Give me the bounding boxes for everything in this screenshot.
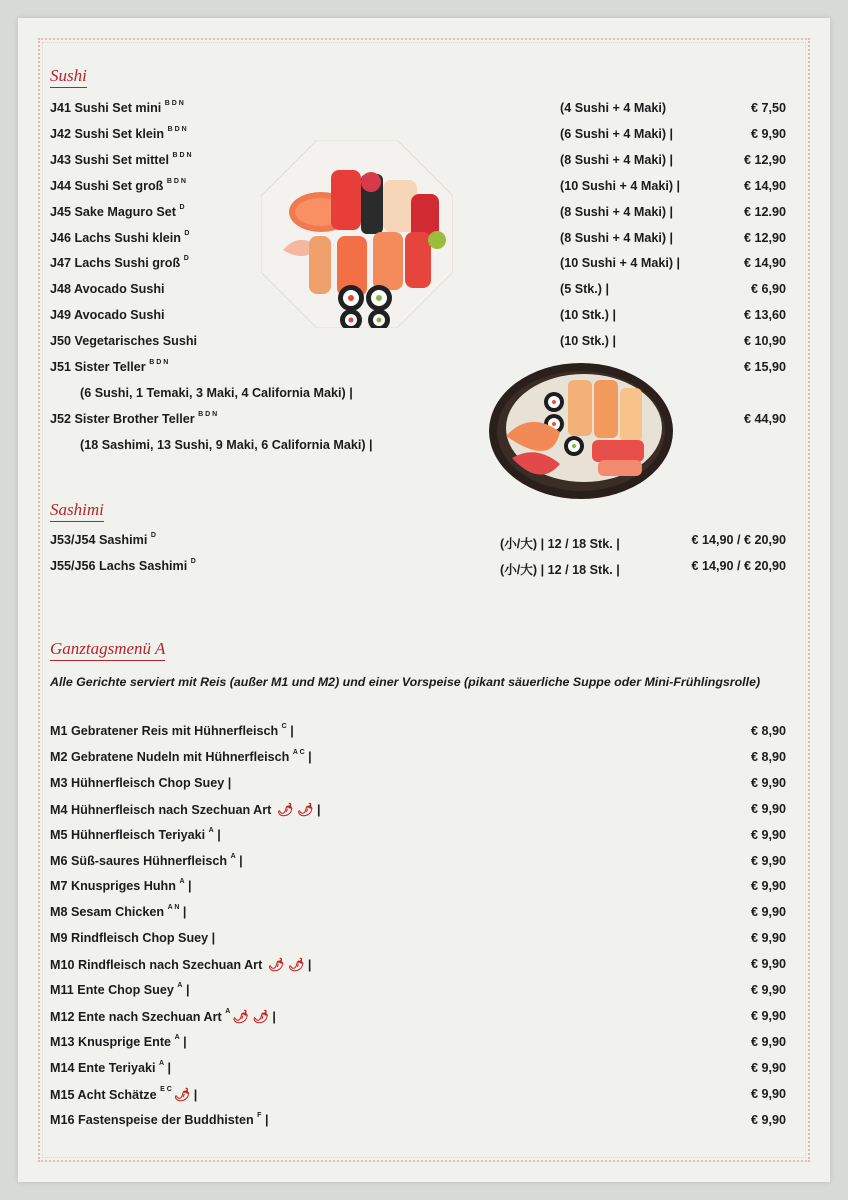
item-price: € 13,60	[743, 308, 786, 323]
allergen-codes: D	[190, 557, 196, 565]
item-name: M14 Ente Teriyaki $^A$ |	[50, 1059, 172, 1075]
item-separator: |	[183, 1034, 187, 1049]
allergen-codes: A	[177, 982, 183, 989]
menu-item	[50, 256, 830, 276]
menu-item	[50, 282, 830, 302]
menu-item	[50, 1087, 830, 1107]
menu-intro-text: Alle Gerichte serviert mit Reis (außer M1 und M2) und einer Vorspeise (pikant säuerliche Suppe oder Mini-Frühlingsrolle)	[50, 675, 761, 689]
menu-item	[50, 205, 830, 225]
menu-item	[50, 1009, 830, 1029]
allergen-codes: D	[183, 255, 189, 263]
allergen-codes: C	[281, 723, 287, 730]
item-price: € 9,90	[750, 1112, 786, 1127]
item-quantity: (10 Stk.) |	[560, 308, 617, 323]
item-separator: |	[227, 775, 232, 790]
allergen-codes: A	[225, 1007, 231, 1015]
item-price: € 8,90	[750, 724, 786, 738]
item-quantity: (8 Sushi + 4 Maki) |	[560, 230, 674, 245]
item-price: € 8,90	[750, 749, 786, 764]
item-quantity: (10 Sushi + 4 Maki) |	[560, 178, 681, 193]
allergen-codes: D	[184, 229, 190, 237]
menu-item	[50, 360, 830, 380]
item-separator: |	[167, 1060, 172, 1075]
allergen-codes: A N	[167, 904, 180, 912]
item-price: € 9,90	[750, 1008, 786, 1023]
menu-item	[50, 127, 830, 147]
menu-item	[50, 308, 830, 328]
item-name: M6 Süß-saures Hühnerfleisch $^A$ |	[50, 852, 243, 868]
menu-item	[50, 101, 830, 121]
item-price: € 44,90	[743, 411, 786, 426]
menu-item	[50, 957, 830, 977]
allergen-codes: E C	[160, 1085, 172, 1093]
allergen-codes: B D N	[198, 410, 218, 418]
item-price: € 12,90	[743, 230, 786, 245]
item-price: € 14,90 / € 20,90	[691, 533, 786, 547]
item-name: M12 Ente nach Szechuan Art $^A$ 🌶 🌶 |	[50, 1007, 276, 1024]
menu-item	[50, 905, 830, 925]
menu-item	[50, 231, 830, 251]
item-name: M7 Knuspriges Huhn $^A$ |	[50, 878, 192, 894]
item-name: M4 Hühnerfleisch nach Szechuan Art 🌶 🌶 |	[50, 801, 321, 817]
item-quantity: (小/大) | 12 / 18 Stk. |	[500, 537, 620, 551]
item-separator: |	[317, 802, 321, 817]
item-separator: |	[264, 1112, 269, 1127]
item-price: € 9,90	[750, 853, 786, 868]
allergen-codes: D	[150, 532, 156, 539]
menu-item	[50, 776, 830, 796]
item-price: € 9,90	[750, 1086, 786, 1101]
item-price: € 15,90	[743, 360, 786, 374]
item-price: € 14,90	[743, 178, 786, 193]
item-price: € 14,90	[743, 256, 786, 271]
allergen-codes: A C	[292, 748, 305, 756]
item-name: J53/J54 Sashimi $^D$	[50, 532, 156, 547]
item-separator: |	[211, 931, 216, 946]
menu-item	[50, 1061, 830, 1081]
item-quantity: (10 Sushi + 4 Maki) |	[560, 256, 681, 271]
item-name: M16 Fastenspeise der Buddhisten $^F$ |	[50, 1111, 269, 1127]
menu-item	[50, 334, 830, 354]
item-name: J48 Avocado Sushi	[50, 282, 165, 297]
chili-icon: 🌶 🌶	[276, 801, 314, 817]
section-title-ganztagsmenue: Ganztagsmenü A	[50, 639, 165, 661]
item-price: € 9,90	[750, 126, 786, 141]
item-name: J44 Sushi Set groß $^{B D N}$	[50, 177, 186, 193]
chili-icon: 🌶 🌶	[267, 957, 305, 973]
allergen-codes: B D N	[167, 125, 187, 133]
item-separator: |	[239, 853, 243, 868]
item-name: J51 Sister Teller $^{B D N}$	[50, 359, 169, 374]
item-price: € 9,90	[750, 879, 786, 894]
item-detail: (6 Sushi, 1 Temaki, 3 Maki, 4 California Maki) |	[80, 385, 353, 400]
allergen-codes: B D N	[149, 359, 169, 366]
item-name: M1 Gebratener Reis mit Hühnerfleisch $^C$ |	[50, 723, 294, 738]
item-name: M10 Rindfleisch nach Szechuan Art 🌶 🌶 |	[50, 957, 312, 973]
allergen-codes: D	[179, 203, 185, 211]
item-price: € 6,90	[750, 282, 786, 297]
item-name: J49 Avocado Sushi	[50, 308, 165, 323]
menu-item-detail	[50, 438, 830, 458]
item-quantity: (8 Sushi + 4 Maki) |	[560, 204, 674, 219]
menu-item	[50, 802, 830, 822]
item-name: J55/J56 Lachs Sashimi $^D$	[50, 557, 196, 573]
menu-item	[50, 828, 830, 848]
item-price: € 9,90	[750, 1034, 786, 1049]
item-price: € 9,90	[750, 931, 786, 946]
item-price: € 9,90	[750, 775, 786, 790]
menu-item	[50, 412, 830, 432]
allergen-codes: A	[158, 1059, 165, 1067]
item-quantity: (5 Stk.) |	[560, 282, 610, 297]
item-separator: |	[182, 905, 187, 920]
chili-icon: 🌶	[173, 1086, 191, 1102]
item-price: € 12.90	[743, 204, 786, 219]
menu-item	[50, 879, 830, 899]
section-title-sashimi: Sashimi	[50, 500, 104, 522]
item-name: J52 Sister Brother Teller $^{B D N}$	[50, 410, 218, 426]
item-price: € 9,90	[750, 827, 786, 842]
item-name: M5 Hühnerfleisch Teriyaki $^A$ |	[50, 826, 221, 842]
item-price: € 9,90	[750, 905, 786, 920]
item-separator: |	[272, 1009, 276, 1024]
menu-page	[18, 18, 830, 1182]
menu-item	[50, 533, 830, 553]
item-price: € 10,90	[743, 334, 786, 349]
item-name: J43 Sushi Set mittel $^{B D N}$	[50, 151, 192, 167]
menu-item	[50, 724, 830, 744]
item-name: M9 Rindfleisch Chop Suey |	[50, 931, 216, 946]
item-name: M8 Sesam Chicken $^{A N}$ |	[50, 904, 187, 920]
allergen-codes: A	[179, 878, 185, 886]
item-price: € 9,90	[750, 801, 786, 816]
item-name: M13 Knusprige Ente $^A$ |	[50, 1033, 187, 1049]
menu-item	[50, 854, 830, 874]
allergen-codes: B D N	[164, 100, 184, 107]
item-name: J46 Lachs Sushi klein $^D$	[50, 229, 190, 245]
item-separator: |	[290, 724, 294, 738]
chili-icon: 🌶 🌶	[232, 1008, 269, 1024]
item-price: € 9,90	[750, 983, 786, 997]
allergen-codes: A	[230, 852, 236, 860]
item-price: € 9,90	[750, 957, 786, 972]
allergen-codes: A	[208, 826, 214, 834]
menu-item	[50, 1113, 830, 1133]
item-quantity: (8 Sushi + 4 Maki) |	[560, 152, 674, 167]
item-separator: |	[307, 958, 312, 973]
item-detail: (18 Sashimi, 13 Sushi, 9 Maki, 6 California Maki) |	[80, 437, 373, 452]
item-name: J41 Sushi Set mini $^{B D N}$	[50, 100, 184, 115]
item-name: M3 Hühnerfleisch Chop Suey |	[50, 775, 232, 790]
item-name: J42 Sushi Set klein $^{B D N}$	[50, 125, 187, 141]
menu-item	[50, 983, 830, 1003]
item-separator: |	[308, 749, 312, 764]
item-quantity: (小/大) | 12 / 18 Stk. |	[500, 562, 620, 577]
item-name: M15 Acht Schätze $^{E C}$ 🌶 |	[50, 1085, 198, 1102]
menu-item	[50, 1035, 830, 1055]
item-price: € 14,90 / € 20,90	[691, 558, 786, 573]
allergen-codes: F	[257, 1111, 262, 1119]
allergen-codes: B D N	[166, 177, 186, 185]
item-name: J45 Sake Maguro Set $^D$	[50, 203, 185, 219]
item-separator: |	[185, 983, 190, 997]
item-separator: |	[217, 827, 221, 842]
item-quantity: (4 Sushi + 4 Maki)	[560, 101, 667, 115]
menu-item-detail	[50, 386, 830, 406]
item-name: M2 Gebratene Nudeln mit Hühnerfleisch $^{A C}$ |	[50, 748, 312, 764]
item-price: € 12,90	[743, 152, 786, 167]
item-quantity: (10 Stk.) |	[560, 334, 617, 349]
item-price: € 9,90	[750, 1060, 786, 1075]
section-title-sushi: Sushi	[50, 66, 87, 88]
menu-item	[50, 750, 830, 770]
allergen-codes: A	[174, 1033, 180, 1041]
item-price: € 7,50	[750, 101, 786, 115]
item-name: J47 Lachs Sushi groß $^D$	[50, 255, 189, 271]
item-separator: |	[188, 879, 192, 894]
menu-item	[50, 931, 830, 951]
item-quantity: (6 Sushi + 4 Maki) |	[560, 126, 674, 141]
item-name: J50 Vegetarisches Sushi	[50, 334, 198, 349]
menu-item	[50, 153, 830, 173]
item-separator: |	[193, 1087, 198, 1102]
allergen-codes: B D N	[172, 151, 192, 159]
menu-item	[50, 179, 830, 199]
item-name: M11 Ente Chop Suey $^A$ |	[50, 982, 190, 997]
menu-item	[50, 559, 830, 579]
